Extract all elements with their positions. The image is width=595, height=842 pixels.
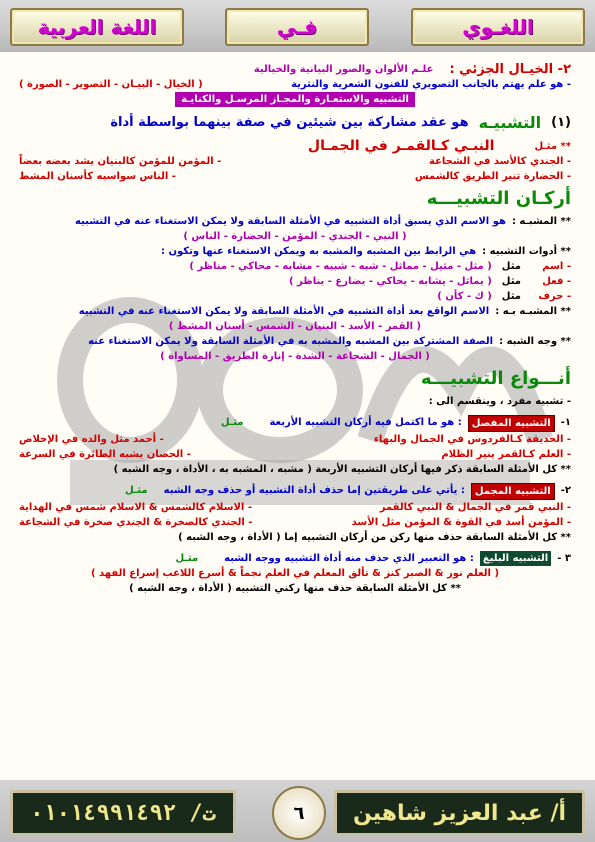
type1-number: ١- bbox=[560, 417, 571, 428]
example-item: - الحضارة تنير الطريق كالشمس bbox=[414, 171, 571, 182]
harf-mithl: مثل bbox=[501, 291, 521, 302]
anwa-heading: أنـــواع التشبيـــه bbox=[420, 368, 571, 389]
anwa-intro: - تشبيه مفرد ، وينقسم الى : bbox=[428, 396, 571, 407]
type3-number: ٣ - bbox=[557, 553, 571, 564]
type1-definition: : هو ما اكتمل فيه أركان التشبيه الأربعة bbox=[269, 417, 462, 428]
type2-example: - الجندي كالصخرة & الجندي صخرة في الشجاعة bbox=[19, 517, 253, 528]
ism-mithl: مثل bbox=[501, 261, 521, 272]
type1-example: - الحصان يشبه الطائرة في السرعة bbox=[19, 449, 191, 460]
type3-mithl: مثـل bbox=[175, 553, 199, 564]
topics-banner: التشبيه والاستعـارة والمجـاز المرسـل والكنايـة bbox=[175, 92, 415, 107]
tashbih-term: التشبيـه bbox=[478, 113, 542, 132]
header-middle-box: فـي bbox=[225, 8, 369, 46]
type2-example: - المؤمن أسد في القوة & المؤمن مثل الأسد bbox=[351, 517, 571, 528]
type3-note: ** كل الأمثلة السابقة حذف منها ركني التشبيه ( الأداة ، وجه الشبه ) bbox=[129, 583, 461, 594]
phone-box: ت/ ٠١٠١٤٩٩١٤٩٢ bbox=[10, 790, 236, 836]
type1-label: التشبيه المفصل bbox=[468, 415, 555, 432]
type1-note: ** كل الأمثلة السابقة ذكر فيها أركان التشبيه الأربعة ( مشبه ، المشبه به ، الأداة ، وجه الشبه ) bbox=[113, 464, 571, 475]
header-subject-box: اللغـوي bbox=[411, 8, 585, 46]
author-name-box: أ/ عبد العزيز شاهين bbox=[334, 790, 585, 836]
definition-terms: ( الخيال - البيـان - التصوير - الصورة ) bbox=[19, 79, 203, 90]
example-label: ** مثـل bbox=[534, 141, 571, 152]
page-number: ٦ bbox=[272, 786, 326, 840]
type3-definition: : هو التعبير الذي حذف منه أداة التشبيه ووجه الشبه bbox=[224, 553, 474, 564]
mushabbah-label: ** المشبـه : bbox=[511, 216, 571, 227]
definition-line: - هو علم يهتم بالجانب التصويري للفنون الشعرية والنثرية bbox=[291, 79, 571, 90]
harf-list: ( ك - كأن ) bbox=[437, 291, 492, 302]
mushabbah-bih-definition: الاسم الواقع بعد أداة التشبيه في الأمثلة السابقة ولا يمكن الاستغناء عنه في التشبيه bbox=[78, 306, 490, 317]
harf-label: - حرف bbox=[538, 291, 571, 302]
example-item: - الناس سواسيه كأسنان المشط bbox=[19, 171, 176, 182]
type3-label: التشبيه البليغ bbox=[480, 551, 551, 566]
wajh-examples: ( الجمال - الشجاعة - الشدة - إنارة الطريق - المساواة ) bbox=[160, 351, 430, 362]
header bbox=[0, 0, 595, 52]
example-item: - الجندي كالأسد في الشجاعة bbox=[429, 156, 571, 167]
type3-examples: ( العلم نور & الصبر كنز & تألق المعلم في العلم نجماً & أسرع اللاعب إسراع الفهد ) bbox=[90, 568, 500, 579]
ism-label: - اسم bbox=[542, 261, 571, 272]
mushabbah-bih-examples: ( القمر - الأسد - البنيان - الشمس - أسنان المشط ) bbox=[168, 321, 422, 332]
fil-list: ( يماثل - يشابه - يحاكي - يضارع - يناظر ) bbox=[289, 276, 492, 287]
type2-definition: : يأتي على طريقتين إما حذف أداة التشبيه أو حذف وجه الشبه bbox=[163, 485, 465, 496]
wajh-label: ** وجه الشبه : bbox=[499, 336, 571, 347]
example-item: - المؤمن للمؤمن كالبنيان يشد بعضه بعضاً bbox=[19, 156, 222, 167]
wajh-definition: الصفة المشتركة بين المشبه والمشبه به في الأمثلة السابقة ولا يمكن الاستغناء عنه bbox=[88, 336, 494, 347]
header-language-box: اللغة العربية bbox=[10, 8, 184, 46]
type2-mithl: مثـل bbox=[125, 485, 148, 496]
ism-list: ( مثل - مثيل - مماثل - شبه - شبيه - مشابه - محاكي - مناظر ) bbox=[189, 261, 492, 272]
type2-example: - الاسلام كالشمس & الاسلام شمس في الهداية bbox=[19, 502, 252, 513]
mushabbah-definition: هو الاسم الذي يسبق أداة التشبيه في الأمثلة السابقة ولا يمكن الاستغناء عنه في التشبيه bbox=[75, 216, 506, 227]
section-subtitle: علـم الألوان والصور البيانية والخيالية bbox=[253, 64, 434, 75]
section-title: ٢- الخيـال الجزئي : bbox=[449, 62, 571, 77]
example-head: النبـي كـالقمـر في الجمـال bbox=[307, 138, 495, 154]
type2-label: التشبيه المجمل bbox=[471, 483, 555, 500]
type2-number: ٢- bbox=[560, 485, 571, 496]
lesson-content bbox=[19, 62, 571, 596]
type1-example: - أحمد مثل والده في الإخلاص bbox=[19, 434, 164, 445]
type1-example: - الحديقة كـالفردوس في الجمال والبهاء bbox=[373, 434, 571, 445]
tashbih-number: (١) bbox=[551, 115, 571, 130]
arkan-heading: أركـان التشبيـــه bbox=[426, 188, 571, 209]
adawat-label: ** أدوات التشبيه : bbox=[482, 246, 571, 257]
type1-example: - العلم كـالقمر ينير الظلام bbox=[441, 449, 571, 460]
mushabbah-examples: ( النبي - الجندي - المؤمن - الحضارة - الناس ) bbox=[183, 231, 407, 242]
fil-mithl: مثل bbox=[501, 276, 521, 287]
mushabbah-bih-label: ** المشبـه بـه : bbox=[495, 306, 571, 317]
adawat-definition: هي الرابط بين المشبه والمشبه به ويمكن الاستغناء عنها وتكون : bbox=[160, 246, 477, 257]
fil-label: - فعل bbox=[542, 276, 571, 287]
footer bbox=[0, 780, 595, 842]
tashbih-definition: هو عقد مشاركة بين شيئين في صفة بينهما بواسطة أداة bbox=[110, 115, 469, 130]
type2-example: - النبي قمر في الجمال & النبي كالقمر bbox=[379, 502, 571, 513]
type1-mithl: مثـل bbox=[220, 417, 244, 428]
type2-note: ** كل الأمثلة السابقة حذف منها ركن من أركان التشبيه إما ( الأداة ، وجه الشبه ) bbox=[178, 532, 571, 543]
